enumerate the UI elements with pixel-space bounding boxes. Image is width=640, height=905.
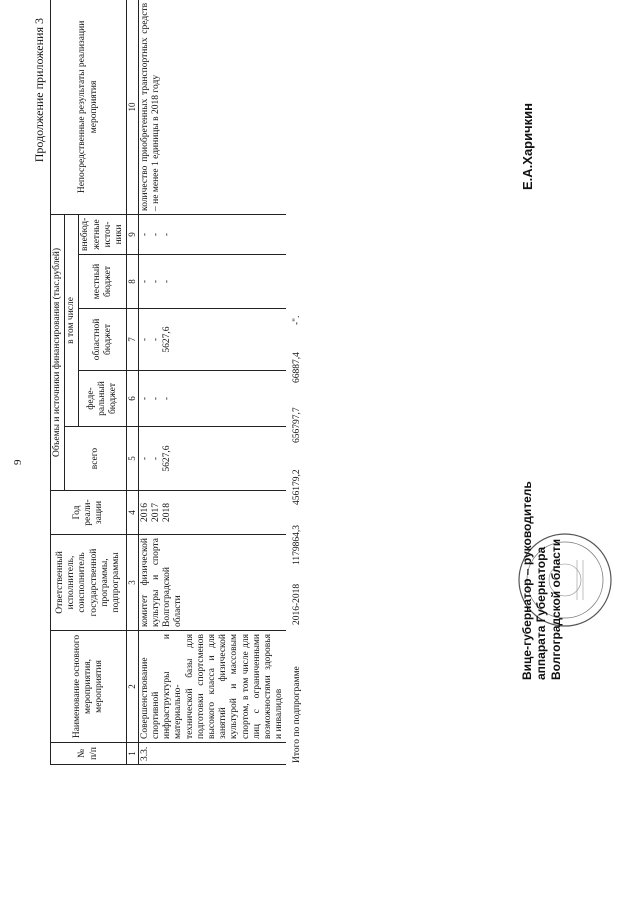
row-years	[138, 491, 286, 535]
row-name: Совершенствование спортивной инфраструктуры и материально-технической базы для подготовки спортсменов высокого класса и для занятий физической культурой и массовым спортом, в том числе для лиц с ограниченными возможностями здоровья и инвалидов	[138, 631, 286, 743]
header-name: Наименование основного мероприятия, мероприятия	[51, 631, 127, 743]
signature-name: Е.А.Харичкин	[520, 102, 535, 190]
page-number: 9	[12, 459, 24, 465]
row-total	[138, 427, 286, 491]
header-volumes: Объемы и источники финансирования (тыс.рублей)	[51, 214, 65, 490]
col-number: 4	[127, 491, 139, 535]
col-number: 5	[127, 427, 139, 491]
table-row	[138, 0, 286, 765]
total-cell: -	[139, 456, 150, 461]
col-number: 1	[127, 743, 139, 765]
federal-cell: -	[162, 396, 173, 401]
header-responsible: Ответственный исполнитель, соисполнитель государственной программы, подпрограммы	[51, 535, 127, 631]
local-cell: -	[162, 279, 173, 284]
signature-block	[520, 481, 563, 680]
local-cell: -	[151, 279, 162, 284]
local-cell: -	[139, 279, 150, 284]
regional-cell: 5627,6	[162, 326, 173, 353]
col-number: 3	[127, 535, 139, 631]
header-num: № п/п	[51, 743, 127, 765]
regional-cell: -	[139, 337, 150, 342]
signature-line: Волгоградской области	[548, 538, 563, 680]
row-result: количество приобретенных транспортных средств – не менее 1 единицы в 2018 году	[138, 0, 286, 214]
signature-line: аппарата Губернатора	[534, 546, 549, 680]
extra-cell: -	[151, 232, 162, 237]
header-results: Непосредственные результаты реализации мероприятия	[51, 0, 127, 214]
column-number-row	[127, 0, 139, 765]
totals-total: 1179864,3	[292, 524, 302, 565]
signature-line: Вице-губернатор – руководитель	[520, 481, 534, 680]
row-federal	[138, 371, 286, 427]
row-responsible: комитет физической культуры и спорта Волгоградской области	[138, 535, 286, 631]
col-number: 7	[127, 309, 139, 371]
col-number: 6	[127, 371, 139, 427]
federal-cell: -	[139, 396, 150, 401]
row-num: 3.3.	[138, 743, 286, 765]
year-cell: 2017	[151, 503, 162, 522]
header-year: Год реали-зации	[51, 491, 127, 535]
totals-label: Итого по подпрограмме	[292, 666, 302, 763]
totals-regional: 656797,7	[292, 407, 302, 443]
financing-table	[50, 0, 286, 765]
header-regional: областной бюджет	[79, 309, 127, 371]
extra-cell: -	[139, 232, 150, 237]
col-number: 8	[127, 255, 139, 309]
year-cell: 2018	[162, 503, 173, 522]
regional-cell: -	[151, 337, 162, 342]
appendix-note: Продолжение приложения 3	[32, 18, 46, 163]
year-cell: 2016	[139, 503, 150, 522]
totals-years: 2016-2018	[292, 583, 302, 625]
totals-local: 66887,4	[292, 352, 302, 383]
header-local: местный бюджет	[79, 255, 127, 309]
totals-federal: 456179,2	[292, 469, 302, 505]
row-extra	[138, 214, 286, 254]
header-extra: внебюд-жетные источ-ники	[79, 214, 127, 254]
total-cell: -	[151, 456, 162, 461]
col-number: 2	[127, 631, 139, 743]
header-incl: в том числе	[65, 214, 79, 426]
total-cell: 5627,6	[162, 445, 173, 472]
header-total: всего	[65, 427, 127, 491]
row-regional	[138, 309, 286, 371]
federal-cell: -	[151, 396, 162, 401]
totals-extra: -".	[292, 315, 302, 325]
header-federal: феде-ральный бюджет	[79, 371, 127, 427]
col-number: 9	[127, 214, 139, 254]
extra-cell: -	[162, 232, 173, 237]
col-number: 10	[127, 0, 139, 214]
row-local	[138, 255, 286, 309]
